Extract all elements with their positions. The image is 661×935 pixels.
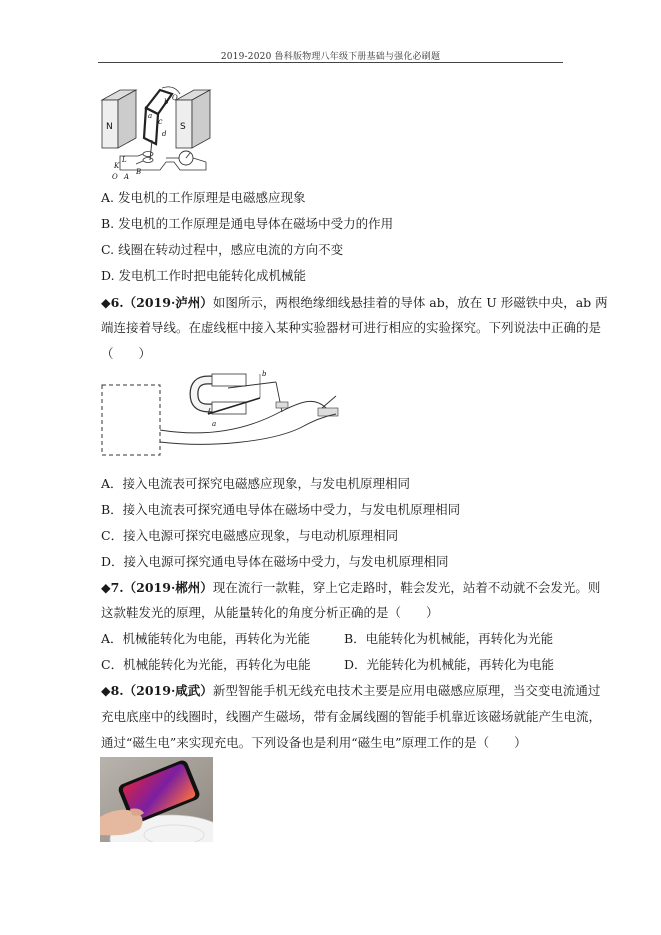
conductor-label-b: b	[262, 370, 267, 378]
q5-option-c: C. 线圈在转动过程中，感应电流的方向不变	[101, 242, 344, 257]
label-k: K	[114, 162, 120, 170]
q7-stem-line1	[101, 580, 600, 596]
magnet-s-label: S	[180, 122, 186, 132]
q5-option-b: B. 发电机的工作原理是通电导体在磁场中受力的作用	[101, 216, 394, 231]
q8-tag: ◆8.（2019·咸武）	[101, 683, 213, 698]
coil-label-a: a	[148, 112, 153, 120]
coil-label-b: b	[164, 98, 169, 106]
q6-stem-line3: （ ）	[101, 346, 152, 361]
q8-stem-line2: 充电底座中的线圈时，线圈产生磁场，带有金属线圈的智能手机靠近该磁场就能产生电流，	[101, 709, 602, 724]
label-o-bottom: O	[112, 173, 118, 181]
dashed-instrument-box	[102, 385, 160, 455]
q6-option-c: C．接入电源可探究电磁感应现象，与电动机原理相同	[101, 528, 399, 543]
conductor-label-a: a	[212, 420, 217, 428]
wireless-charging-photo	[100, 757, 213, 842]
q5-option-d: D. 发电机工作时把电能转化成机械能	[101, 268, 307, 283]
q6-tag: ◆6.（2019·泸州）	[101, 295, 213, 310]
label-big-b: B	[136, 168, 142, 176]
q6-stem-line2: 端连接着导线。在虚线框中接入某种实验器材可进行相应的实验探究。下列说法中正确的是	[101, 320, 602, 335]
page-header: 2019-2020 鲁科版物理八年级下册基础与强化必刷题	[220, 52, 441, 62]
q7-option-a: A．机械能转化为电能，再转化为光能	[101, 631, 311, 646]
magnet-n-label: N	[106, 122, 113, 132]
q7-option-d: D．光能转化为机械能，再转化为电能	[344, 657, 555, 672]
q8-stem-line3: 通过“磁生电”来实现充电。下列设备也是利用“磁生电”原理工作的是（ ）	[101, 735, 527, 750]
q6-stem-line1	[101, 295, 608, 311]
q7-stem-line2: 这款鞋发光的原理，从能量转化的角度分析正确的是（ ）	[101, 605, 439, 620]
label-big-a: A	[124, 173, 130, 181]
header-rule	[98, 62, 563, 63]
q6-option-a: A．接入电流表可探究电磁感应现象，与发电机原理相同	[101, 476, 411, 491]
coil-label-d: d	[162, 130, 167, 138]
q7-option-c: C．机械能转化为光能，再转化为电能	[101, 657, 311, 672]
magnet-conductor-figure	[100, 368, 360, 463]
q8-stem-line1	[101, 683, 600, 699]
q6-option-b: B．接入电流表可探究通电导体在磁场中受力，与发电机原理相同	[101, 502, 461, 517]
coil-label-o: O	[172, 94, 178, 102]
q5-option-a: A. 发电机的工作原理是电磁感应现象	[101, 190, 306, 205]
q7-tag: ◆7.（2019·郴州）	[101, 580, 213, 595]
coil-label-c: c	[158, 117, 163, 126]
q6-line1-text: 如图所示，两根绝缘细线悬挂着的导体 ab，放在 U 形磁铁中央，ab 两	[212, 295, 608, 310]
generator-figure	[100, 82, 225, 182]
q8-line1-text: 新型智能手机无线充电技术主要是应用电磁感应原理，当交变电流通过	[212, 683, 601, 698]
q7-line1-text: 现在流行一款鞋，穿上它走路时，鞋会发光，站着不动就不会发光。则	[212, 580, 601, 595]
q6-option-d: D．接入电源可探究通电导体在磁场中受力，与发电机原理相同	[101, 554, 449, 569]
label-l: L	[122, 156, 127, 164]
q7-option-b: B．电能转化为机械能，再转化为光能	[344, 631, 554, 646]
